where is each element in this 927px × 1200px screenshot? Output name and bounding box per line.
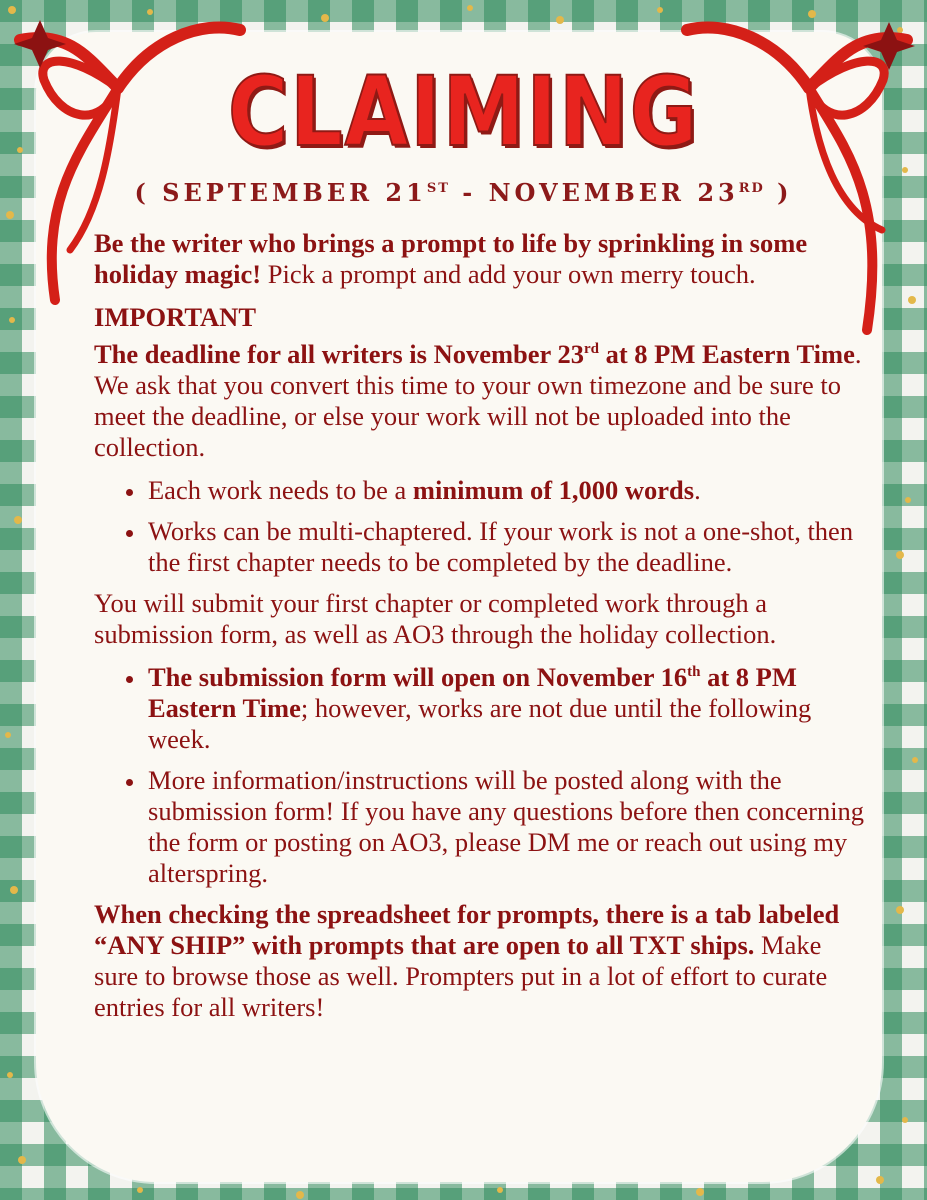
rules-list [94, 475, 866, 578]
important-heading: IMPORTANT [94, 302, 256, 332]
closing-paragraph: When checking the spreadsheet for prompts, there is a tab labeled “ANY SHIP” with prompts that are open to all TXT ships. Make sure to browse those as well. Prompters put in a lot of effort to curate entries for all writers! [94, 899, 840, 1022]
list-item: • Works can be multi-chaptered. If your work is not a one-shot, then the first chapter needs to be completed by the deadline. [146, 516, 866, 578]
submission-list [94, 662, 866, 889]
submission-paragraph: You will submit your first chapter or completed work through a submission form, as well as AO3 through the holiday collection. [94, 588, 777, 649]
intro-paragraph: Be the writer who brings a prompt to life by sprinkling in some holiday magic! Pick a prompt and add your own merry touch. [94, 228, 808, 289]
list-item: • Each work needs to be a minimum of 1,000 words. [146, 475, 866, 506]
list-item: • More information/instructions will be posted along with the submission form! If you have any questions before then concerning the form or posting on AO3, please DM me or reach out using my alterspring. [146, 765, 866, 889]
page-title: CLAIMING [227, 56, 700, 168]
list-item: • The submission form will open on November 16th at 8 PM Eastern Time; however, works are not due until the following week. [146, 662, 866, 755]
body-content [94, 228, 866, 1035]
claiming-dates: ( SEPTEMBER 21ST - NOVEMBER 23RD ) [134, 178, 793, 207]
deadline-paragraph: The deadline for all writers is November 23rd at 8 PM Eastern Time. We ask that you convert this time to your own timezone and be sure to meet the deadline, or else your work will not be uploaded into the collection. [94, 339, 862, 462]
